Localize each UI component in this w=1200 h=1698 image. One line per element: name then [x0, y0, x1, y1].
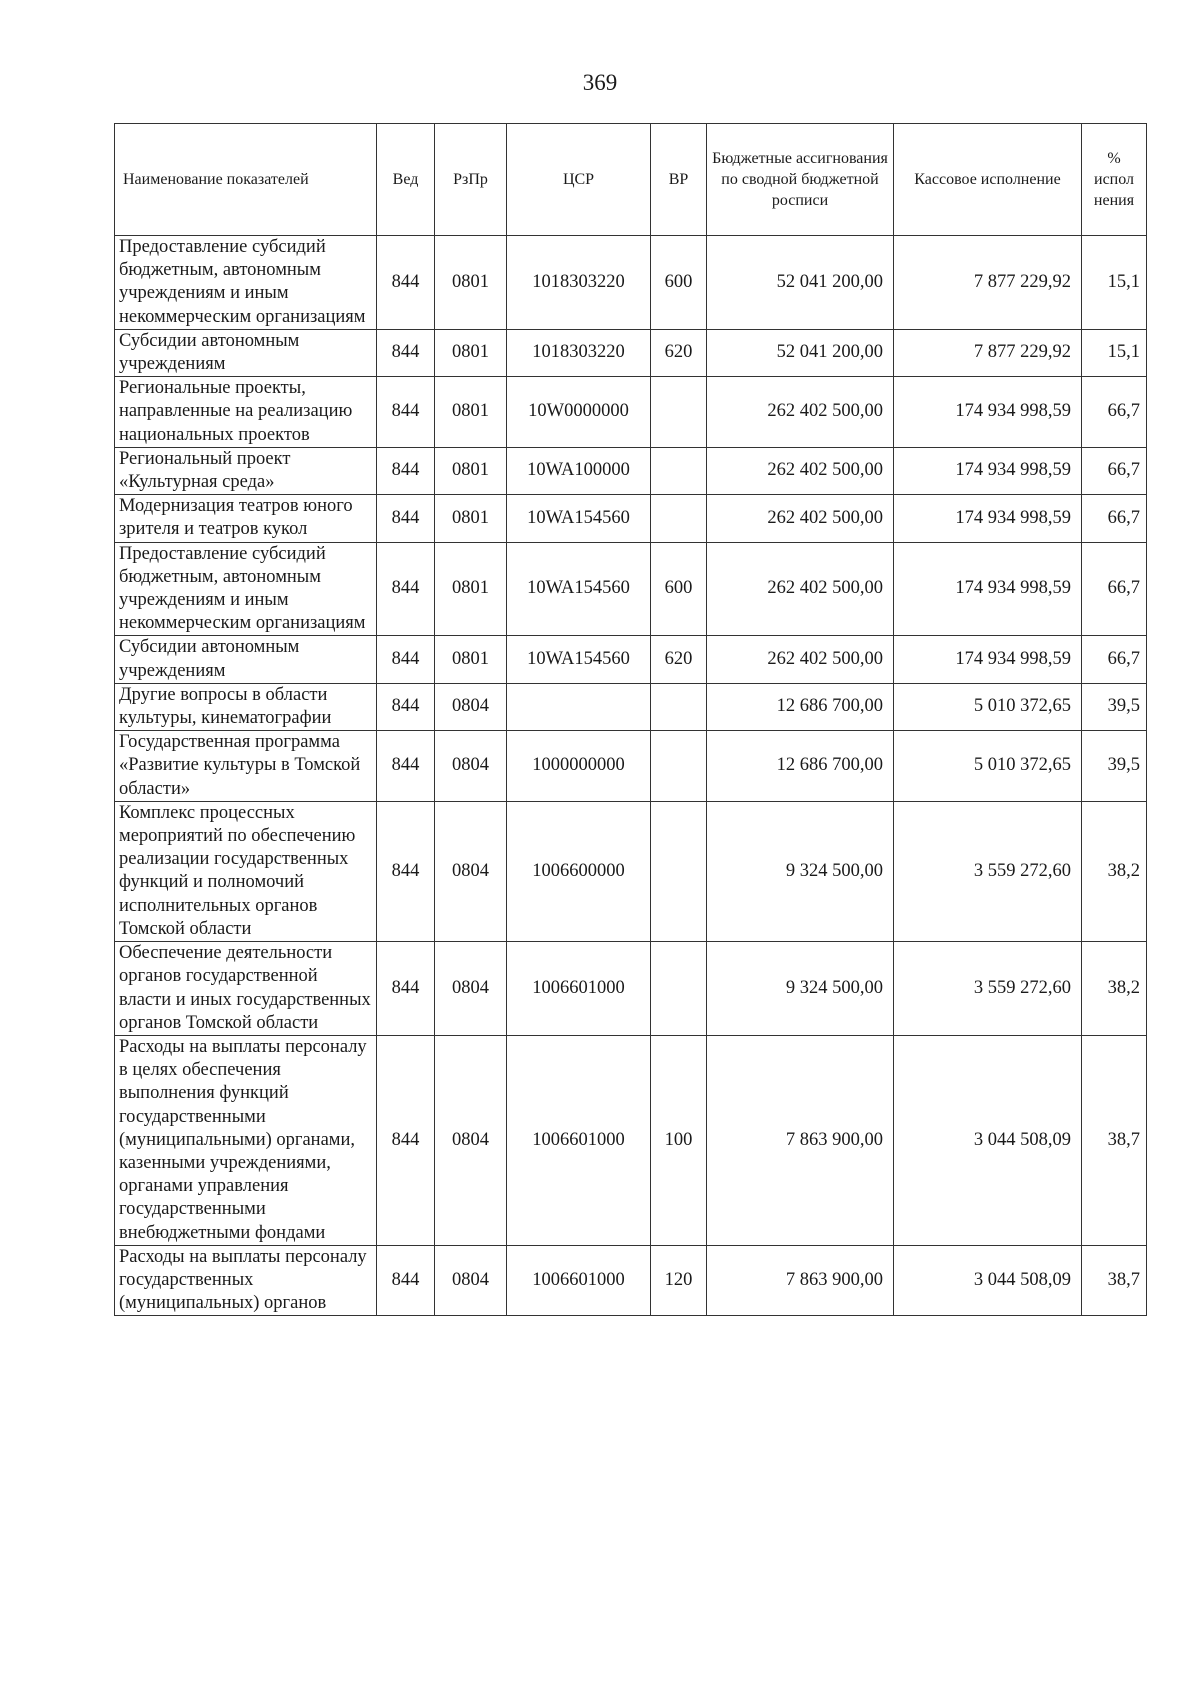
cell-csr: 1006601000: [507, 942, 651, 1036]
cell-kass: 174 934 998,59: [894, 495, 1082, 542]
cell-vr: [651, 377, 707, 448]
cell-csr: 1018303220: [507, 236, 651, 330]
cell-pct: 66,7: [1082, 542, 1147, 636]
cell-pct: 38,7: [1082, 1245, 1147, 1316]
cell-rzpr: 0801: [435, 542, 507, 636]
header-csr: ЦСР: [507, 124, 651, 236]
cell-ved: 844: [377, 542, 435, 636]
cell-vr: 620: [651, 329, 707, 376]
page-number: 369: [582, 70, 618, 95]
cell-vr: [651, 942, 707, 1036]
cell-budget: 262 402 500,00: [707, 377, 894, 448]
cell-pct: 38,2: [1082, 801, 1147, 941]
cell-budget: 7 863 900,00: [707, 1245, 894, 1316]
cell-pct: 66,7: [1082, 636, 1147, 683]
header-budget: Бюджетные ассигнования по сводной бюджетной росписи: [707, 124, 894, 236]
cell-budget: 52 041 200,00: [707, 329, 894, 376]
cell-rzpr: 0804: [435, 683, 507, 730]
cell-kass: 174 934 998,59: [894, 377, 1082, 448]
cell-csr: 10WA154560: [507, 636, 651, 683]
cell-budget: 262 402 500,00: [707, 542, 894, 636]
table-row: [115, 495, 1147, 542]
cell-csr: [507, 683, 651, 730]
cell-vr: 600: [651, 236, 707, 330]
cell-ved: 844: [377, 1245, 435, 1316]
cell-rzpr: 0804: [435, 1035, 507, 1245]
cell-name: Предоставление субсидий бюджетным, автономным учреждениям и иным некоммерческим организациям: [115, 542, 377, 636]
cell-ved: 844: [377, 636, 435, 683]
cell-kass: 3 559 272,60: [894, 942, 1082, 1036]
cell-csr: 10WA100000: [507, 447, 651, 494]
cell-kass: 7 877 229,92: [894, 236, 1082, 330]
header-row: [115, 124, 1147, 236]
table-row: [115, 636, 1147, 683]
cell-csr: 1006601000: [507, 1245, 651, 1316]
cell-rzpr: 0801: [435, 377, 507, 448]
cell-rzpr: 0804: [435, 801, 507, 941]
cell-rzpr: 0801: [435, 329, 507, 376]
header-name: Наименование показателей: [115, 124, 377, 236]
cell-budget: 262 402 500,00: [707, 447, 894, 494]
table-row: [115, 377, 1147, 448]
cell-rzpr: 0801: [435, 636, 507, 683]
cell-name: Обеспечение деятельности органов государственной власти и иных государственных органов Томской области: [115, 942, 377, 1036]
table-row: [115, 683, 1147, 730]
cell-budget: 7 863 900,00: [707, 1035, 894, 1245]
cell-name: Расходы на выплаты персоналу в целях обеспечения выполнения функций государственными (муниципальными) органами, казенными учреждениями, органами управления государственными внебюджетными фондами: [115, 1035, 377, 1245]
cell-ved: 844: [377, 1035, 435, 1245]
cell-vr: 100: [651, 1035, 707, 1245]
cell-name: Государственная программа «Развитие культуры в Томской области»: [115, 731, 377, 802]
table-row: [115, 731, 1147, 802]
cell-pct: 38,7: [1082, 1035, 1147, 1245]
cell-budget: 9 324 500,00: [707, 942, 894, 1036]
cell-rzpr: 0804: [435, 731, 507, 802]
cell-name: Предоставление субсидий бюджетным, автономным учреждениям и иным некоммерческим организациям: [115, 236, 377, 330]
cell-rzpr: 0804: [435, 1245, 507, 1316]
cell-csr: 1006601000: [507, 1035, 651, 1245]
table-row: [115, 236, 1147, 330]
cell-kass: 3 559 272,60: [894, 801, 1082, 941]
cell-kass: 3 044 508,09: [894, 1245, 1082, 1316]
header-vr: ВР: [651, 124, 707, 236]
header-kass: Кассовое исполнение: [894, 124, 1082, 236]
cell-vr: 600: [651, 542, 707, 636]
cell-pct: 66,7: [1082, 377, 1147, 448]
header-rzpr: РзПр: [435, 124, 507, 236]
table-row: [115, 447, 1147, 494]
cell-pct: 39,5: [1082, 731, 1147, 802]
table-row: [115, 801, 1147, 941]
header-pct: % испол нения: [1082, 124, 1147, 236]
table-row: [115, 942, 1147, 1036]
cell-name: Комплекс процессных мероприятий по обеспечению реализации государственных функций и полномочий исполнительных органов Томской области: [115, 801, 377, 941]
cell-ved: 844: [377, 447, 435, 494]
cell-csr: 10WA154560: [507, 542, 651, 636]
cell-ved: 844: [377, 329, 435, 376]
cell-budget: 52 041 200,00: [707, 236, 894, 330]
table-row: [115, 1245, 1147, 1316]
table-body: [115, 236, 1147, 1316]
cell-csr: 10W0000000: [507, 377, 651, 448]
cell-name: Субсидии автономным учреждениям: [115, 636, 377, 683]
cell-budget: 262 402 500,00: [707, 636, 894, 683]
cell-kass: 7 877 229,92: [894, 329, 1082, 376]
cell-vr: 120: [651, 1245, 707, 1316]
cell-vr: [651, 447, 707, 494]
cell-rzpr: 0804: [435, 942, 507, 1036]
cell-csr: 1006600000: [507, 801, 651, 941]
cell-ved: 844: [377, 942, 435, 1036]
cell-ved: 844: [377, 801, 435, 941]
cell-rzpr: 0801: [435, 495, 507, 542]
table-row: [115, 1035, 1147, 1245]
table-row: [115, 542, 1147, 636]
cell-kass: 174 934 998,59: [894, 636, 1082, 683]
cell-vr: [651, 801, 707, 941]
cell-name: Субсидии автономным учреждениям: [115, 329, 377, 376]
cell-vr: [651, 495, 707, 542]
cell-budget: 12 686 700,00: [707, 731, 894, 802]
cell-vr: 620: [651, 636, 707, 683]
cell-pct: 15,1: [1082, 236, 1147, 330]
cell-kass: 174 934 998,59: [894, 542, 1082, 636]
budget-table: [114, 123, 1147, 1316]
cell-ved: 844: [377, 377, 435, 448]
cell-pct: 66,7: [1082, 447, 1147, 494]
cell-csr: 10WA154560: [507, 495, 651, 542]
cell-kass: 5 010 372,65: [894, 731, 1082, 802]
cell-csr: 1000000000: [507, 731, 651, 802]
cell-kass: 174 934 998,59: [894, 447, 1082, 494]
cell-ved: 844: [377, 683, 435, 730]
cell-vr: [651, 683, 707, 730]
cell-pct: 15,1: [1082, 329, 1147, 376]
cell-rzpr: 0801: [435, 447, 507, 494]
cell-name: Региональный проект «Культурная среда»: [115, 447, 377, 494]
cell-pct: 39,5: [1082, 683, 1147, 730]
cell-name: Региональные проекты, направленные на реализацию национальных проектов: [115, 377, 377, 448]
cell-kass: 3 044 508,09: [894, 1035, 1082, 1245]
cell-ved: 844: [377, 731, 435, 802]
cell-name: Модернизация театров юного зрителя и театров кукол: [115, 495, 377, 542]
cell-budget: 9 324 500,00: [707, 801, 894, 941]
table-header: [115, 124, 1147, 236]
cell-pct: 66,7: [1082, 495, 1147, 542]
table-row: [115, 329, 1147, 376]
cell-ved: 844: [377, 495, 435, 542]
cell-budget: 262 402 500,00: [707, 495, 894, 542]
cell-rzpr: 0801: [435, 236, 507, 330]
header-ved: Вед: [377, 124, 435, 236]
cell-name: Расходы на выплаты персоналу государственных (муниципальных) органов: [115, 1245, 377, 1316]
cell-kass: 5 010 372,65: [894, 683, 1082, 730]
cell-csr: 1018303220: [507, 329, 651, 376]
cell-budget: 12 686 700,00: [707, 683, 894, 730]
cell-pct: 38,2: [1082, 942, 1147, 1036]
cell-name: Другие вопросы в области культуры, кинематографии: [115, 683, 377, 730]
cell-vr: [651, 731, 707, 802]
cell-ved: 844: [377, 236, 435, 330]
